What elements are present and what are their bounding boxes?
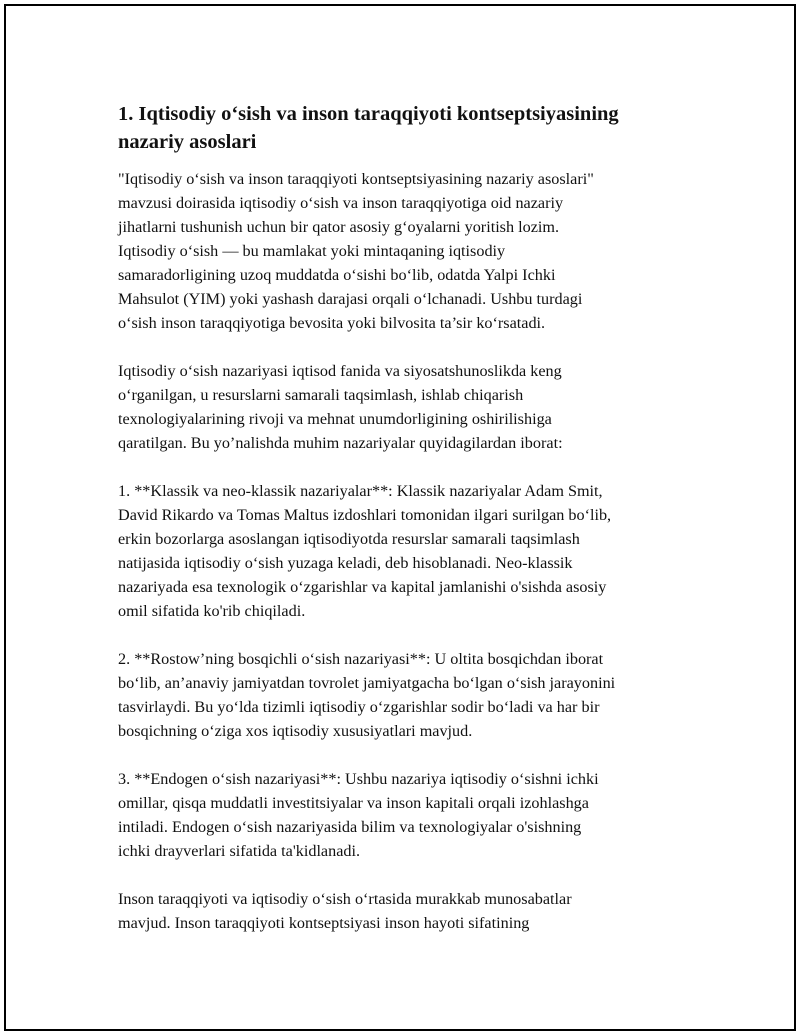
text-line: "Iqtisodiy o‘sish va inson taraqqiyoti kontseptsiyasining nazariy asoslari" (118, 170, 594, 188)
heading-line: 1. Iqtisodiy o‘sish va inson taraqqiyoti kontseptsiyasining (118, 103, 619, 125)
text-line: David Rikardo va Tomas Maltus izdoshlari tomonidan ilgari surilgan bo‘lib, (118, 506, 612, 524)
text-line: o‘sish inson taraqqiyotiga bevosita yoki bilvosita ta’sir ko‘rsatadi. (118, 314, 546, 332)
text-line: intiladi. Endogen o‘sish nazariyasida bilim va texnologiyalar o'sishning (118, 818, 582, 836)
text-line: bo‘lib, an’anaviy jamiyatdan tovrolet jamiyatgacha bo‘lgan o‘sish jarayonini (118, 674, 616, 692)
text-line: jihatlarni tushunish uchun bir qator asosiy g‘oyalarni yoritish lozim. (118, 218, 560, 236)
text-line: Iqtisodiy o‘sish — bu mamlakat yoki mintaqaning iqtisodiy (118, 242, 506, 260)
text-line: o‘rganilgan, u resurslarni samarali taqsimlash, ishlab chiqarish (118, 386, 524, 404)
text-line: erkin bozorlarga asoslangan iqtisodiyotda resurslar samarali taqsimlash (118, 530, 580, 548)
text-line: texnologiyalarining rivoji va mehnat unumdorligining oshirilishiga (118, 410, 552, 428)
paragraph-endogen (118, 767, 718, 863)
text-line: tasvirlaydi. Bu yo‘lda tizimli iqtisodiy o‘zgarishlar sodir bo‘ladi va har bir (118, 698, 600, 716)
document-body (118, 100, 718, 959)
text-line: 2. **Rostow’ning bosqichli o‘sish nazariyasi**: U oltita bosqichdan iborat (118, 650, 604, 668)
text-line: qaratilgan. Bu yo’nalishda muhim nazariyalar quyidagilardan iborat: (118, 434, 563, 452)
text-line: nazariyada esa texnologik o‘zgarishlar va kapital jamlanishi o'sishda asosiy (118, 578, 607, 596)
paragraph-theory (118, 359, 718, 455)
paragraph-human-development (118, 887, 718, 935)
text-line: samaradorligining uzoq muddatda o‘sishi bo‘lib, odatda Yalpi Ichki (118, 266, 556, 284)
text-line: mavzusi doirasida iqtisodiy o‘sish va inson taraqqiyotiga oid nazariy (118, 194, 564, 212)
heading-line: nazariy asoslari (118, 131, 257, 153)
paragraph-intro (118, 167, 718, 335)
text-line: omil sifatida ko'rib chiqiladi. (118, 602, 306, 620)
text-line: mavjud. Inson taraqqiyoti kontseptsiyasi inson hayoti sifatining (118, 914, 530, 932)
section-heading (118, 100, 718, 156)
text-line: 3. **Endogen o‘sish nazariyasi**: Ushbu nazariya iqtisodiy o‘sishni ichki (118, 770, 599, 788)
paragraph-classical (118, 479, 718, 623)
text-line: bosqichning o‘ziga xos iqtisodiy xususiyatlari mavjud. (118, 722, 473, 740)
text-line: Inson taraqqiyoti va iqtisodiy o‘sish o‘rtasida murakkab munosabatlar (118, 890, 572, 908)
text-line: ichki drayverlari sifatida ta'kidlanadi. (118, 842, 361, 860)
text-line: Mahsulot (YIM) yoki yashash darajasi orqali o‘lchanadi. Ushbu turdagi (118, 290, 583, 308)
text-line: natijasida iqtisodiy o‘sish yuzaga keladi, deb hisoblanadi. Neo-klassik (118, 554, 573, 572)
page-frame (4, 4, 796, 1031)
text-line: Iqtisodiy o‘sish nazariyasi iqtisod fanida va siyosatshunoslikda keng (118, 362, 562, 380)
text-line: 1. **Klassik va neo-klassik nazariyalar**: Klassik nazariyalar Adam Smit, (118, 482, 603, 500)
paragraph-rostow (118, 647, 718, 743)
text-line: omillar, qisqa muddatli investitsiyalar va inson kapitali orqali izohlashga (118, 794, 589, 812)
